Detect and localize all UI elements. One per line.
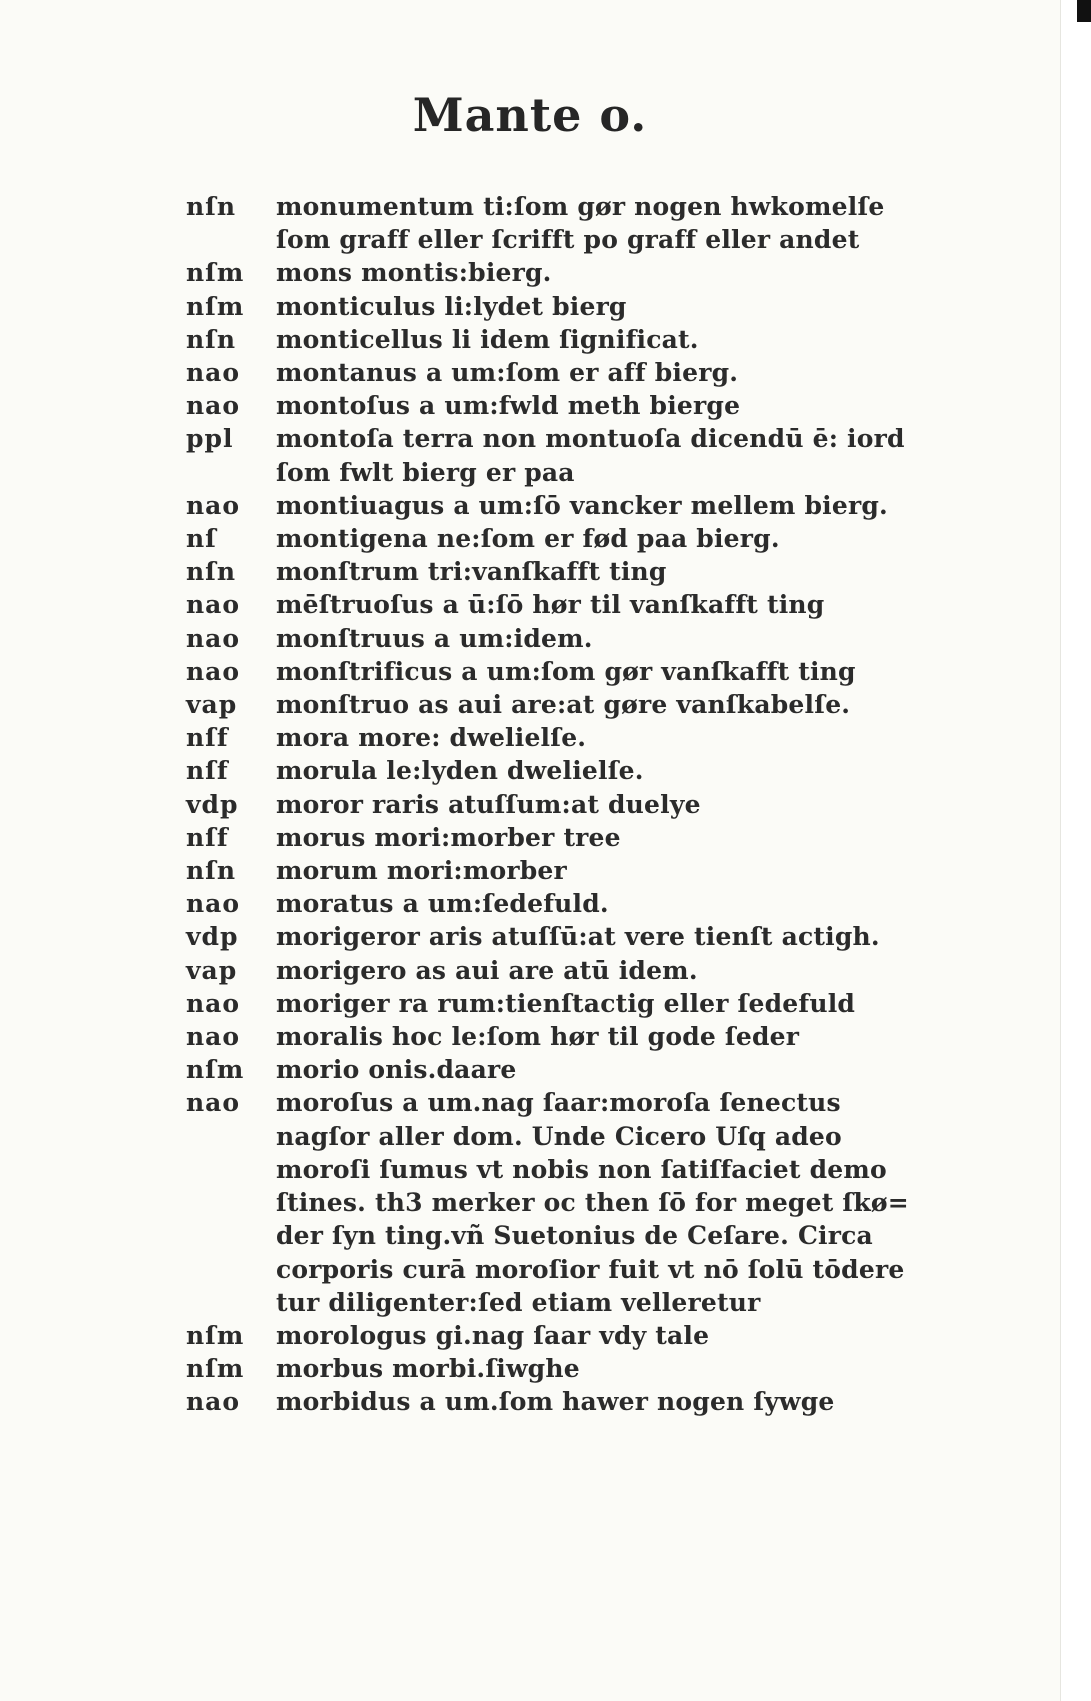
grammar-code: nſm: [186, 258, 245, 288]
entry-line: montiuagus a um:ſō vancker mellem bierg.: [276, 490, 888, 520]
entry-line: der ſyn ting.vñ Suetonius de Ceſare. Circa: [276, 1221, 873, 1251]
glossary-entry: [186, 887, 966, 920]
entry-text: [276, 920, 966, 953]
entry-line: monumentum ti:ſom gør nogen hwkomelſe: [276, 192, 885, 221]
grammar-code: nao: [186, 358, 241, 388]
entry-line: monticulus li:lydet bierg: [276, 291, 627, 321]
entry-text: [276, 655, 966, 688]
grammar-code: nſn: [186, 557, 237, 587]
entry-text: [276, 987, 966, 1020]
glossary-entry: [186, 522, 966, 555]
entry-line: monſtruo as aui are:at gøre vanſkabelſe.: [276, 690, 851, 720]
entry-line: montoſus a um:fwld meth bierge: [276, 391, 741, 421]
glossary-entry: [186, 323, 966, 356]
entry-line: moroſi ſumus vt nobis non ſatiſfaciet demo: [276, 1154, 887, 1184]
entry-line: monſtrum tri:vanſkafft ting: [276, 557, 667, 587]
grammar-code: vdp: [186, 789, 239, 819]
entry-line: moralis hoc le:ſom hør til gode ſeder: [276, 1022, 800, 1052]
glossary-entry: [186, 190, 966, 256]
grammar-code: nſm: [186, 1320, 245, 1350]
entry-line: nagſor aller dom. Unde Cicero Uſq adeo: [276, 1121, 842, 1151]
glossary-entry: [186, 290, 966, 323]
grammar-code: nſn: [186, 856, 237, 886]
glossary-entry: [186, 422, 966, 488]
glossary-entry: [186, 356, 966, 389]
entry-line: morologus gi.nag ſaar vdy tale: [276, 1320, 710, 1350]
entry-text: [276, 688, 966, 721]
glossary-entry: [186, 854, 966, 887]
entry-text: [276, 1385, 966, 1418]
grammar-code: nao: [186, 889, 241, 919]
entry-line: ſom graff eller ſcrifft po graff eller andet: [276, 225, 860, 255]
grammar-code: nſm: [186, 1354, 245, 1384]
grammar-code: nſ: [186, 524, 217, 554]
glossary-entry: [186, 920, 966, 953]
entry-line: moriger ra rum:tienſtactig eller ſedefuld: [276, 988, 856, 1018]
entry-text: [276, 522, 966, 555]
entry-text: [276, 323, 966, 356]
entry-line: morbus morbi.ſiwghe: [276, 1354, 580, 1384]
glossary-entry: [186, 588, 966, 621]
entry-text: [276, 290, 966, 323]
glossary-entry: [186, 987, 966, 1020]
grammar-code: nſf: [186, 822, 229, 852]
glossary-entry: [186, 256, 966, 289]
entry-text: [276, 788, 966, 821]
entry-line: moroſus a um.nag ſaar:moroſa ſenectus: [276, 1088, 841, 1118]
entry-line: monticellus li idem ſignificat.: [276, 324, 699, 354]
glossary-entry: [186, 655, 966, 688]
grammar-code: vap: [186, 690, 238, 720]
entry-text: [276, 356, 966, 389]
glossary-entry: [186, 1319, 966, 1352]
glossary-entry: [186, 555, 966, 588]
grammar-code: nao: [186, 391, 241, 421]
entry-line: ſom fwlt bierg er paa: [276, 457, 575, 487]
glossary-entry: [186, 721, 966, 754]
glossary-entry: [186, 1020, 966, 1053]
entry-text: [276, 1319, 966, 1352]
entry-line: montoſa terra non montuoſa dicendū ē: iord: [276, 424, 905, 454]
entry-line: montigena ne:ſom er fød paa bierg.: [276, 524, 780, 554]
entry-text: [276, 389, 966, 422]
glossary-entry: [186, 1053, 966, 1086]
entry-line: monſtruus a um:idem.: [276, 623, 593, 653]
grammar-code: nſn: [186, 324, 237, 354]
entry-line: monſtrificus a um:ſom gør vanſkafft ting: [276, 656, 856, 686]
grammar-code: nao: [186, 656, 241, 686]
grammar-code: nao: [186, 1387, 241, 1417]
entry-text: [276, 622, 966, 655]
entry-line: mons montis:bierg.: [276, 258, 552, 288]
entry-text: [276, 256, 966, 289]
entry-line: morbidus a um.ſom hawer nogen ſywge: [276, 1387, 835, 1417]
page-heading: Mante o.: [412, 88, 648, 142]
entry-line: morigeror aris atuſſū:at vere tienſt actigh.: [276, 922, 880, 952]
scan-corner-mark: [1077, 0, 1091, 22]
entry-text: [276, 887, 966, 920]
glossary-entry: [186, 489, 966, 522]
glossary-entry: [186, 788, 966, 821]
glossary-entry: [186, 688, 966, 721]
glossary-entry: [186, 1385, 966, 1418]
entry-line: morio onis.daare: [276, 1055, 517, 1085]
entry-line: moratus a um:ſedefuld.: [276, 889, 609, 919]
entry-line: montanus a um:ſom er aff bierg.: [276, 358, 739, 388]
entry-text: [276, 422, 966, 488]
glossary-entry: [186, 622, 966, 655]
entry-text: [276, 754, 966, 787]
grammar-code: nao: [186, 590, 241, 620]
glossary-entries: [186, 190, 966, 1419]
glossary-entry: [186, 1352, 966, 1385]
entry-text: [276, 190, 966, 256]
entry-text: [276, 1352, 966, 1385]
entry-line: morigero as aui are atū idem.: [276, 955, 698, 985]
entry-text: [276, 588, 966, 621]
grammar-code: nao: [186, 623, 241, 653]
grammar-code: nſm: [186, 1055, 245, 1085]
grammar-code: nſf: [186, 723, 229, 753]
entry-text: [276, 721, 966, 754]
glossary-entry: [186, 954, 966, 987]
glossary-entry: [186, 1086, 966, 1318]
grammar-code: nao: [186, 1022, 241, 1052]
entry-line: morum mori:morber: [276, 856, 567, 886]
grammar-code: vdp: [186, 922, 239, 952]
entry-line: ſtines. th3 merker oc then ſō for meget ſkø=: [276, 1188, 909, 1218]
glossary-entry: [186, 754, 966, 787]
entry-text: [276, 1053, 966, 1086]
entry-line: morula le:lyden dwelielſe.: [276, 756, 644, 786]
grammar-code: vap: [186, 955, 238, 985]
entry-line: morus mori:morber tree: [276, 822, 621, 852]
entry-text: [276, 821, 966, 854]
entry-line: moror raris atuſſum:at duelye: [276, 789, 701, 819]
entry-text: [276, 854, 966, 887]
entry-line: mēſtruoſus a ū:ſō hør til vanſkafft ting: [276, 590, 825, 620]
entry-text: [276, 954, 966, 987]
grammar-code: nao: [186, 1088, 241, 1118]
grammar-code: nao: [186, 490, 241, 520]
glossary-entry: [186, 821, 966, 854]
entry-text: [276, 1020, 966, 1053]
grammar-code: nſn: [186, 192, 237, 221]
grammar-code: nao: [186, 988, 241, 1018]
grammar-code: nſf: [186, 756, 229, 786]
entry-text: [276, 489, 966, 522]
grammar-code: nſm: [186, 291, 245, 321]
entry-text: [276, 555, 966, 588]
entry-line: mora more: dwelielſe.: [276, 723, 587, 753]
entry-line: corporis curā moroſior fuit vt nō ſolū tōdere: [276, 1254, 905, 1284]
entry-text: [276, 1086, 966, 1318]
grammar-code: ppl: [186, 424, 234, 454]
glossary-entry: [186, 389, 966, 422]
entry-line: tur diligenter:ſed etiam velleretur: [276, 1287, 761, 1317]
